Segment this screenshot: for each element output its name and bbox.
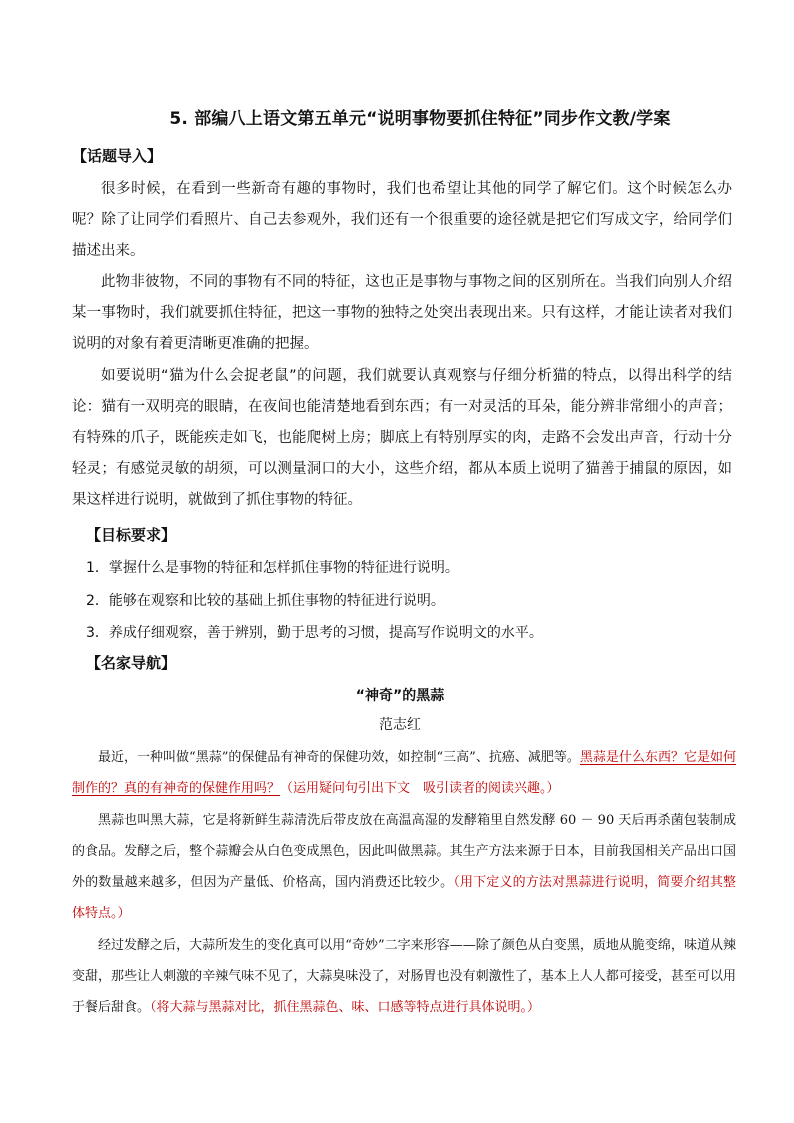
article-p1-question: 黑蒜是什么东西？它是如何制作的？真的有神奇的保健作用吗？ [72,750,736,796]
article-p2-annotation: （用下定义的方法对黑蒜进行说明，简要介绍其整体特点。） [72,875,736,921]
intro-paragraph-2: 此物非彼物，不同的事物有不同的特征，这也正是事物与事物之间的区别所在。当我们向别人介绍某一事物时，我们就要抓住特征，把这一事物的独特之处突出表现出来。只有这样，才能让读者对我们说明的对象有着更清晰更准确的把握。 [72,274,732,352]
section-heading-guide: 【名家导航】 [86,654,177,672]
article-author: 范志红 [379,717,421,733]
article-p2-text: 黑蒜也叫黑大蒜，它是将新鲜生蒜清洗后带皮放在高温高湿的发酵箱里自然发酵 60 － 90 天后再杀菌包装制成的食品。发酵之后，整个蒜瓣会从白色变成黑色，因此叫做黑蒜。其生产方法来源于日本，目前我国相关产品出口国外的数量越来越多，但因为产量低、价格高，国内消费还比较少。 [72,813,736,890]
intro-paragraph-1: 很多时候，在看到一些新奇有趣的事物时，我们也希望让其他的同学了解它们。这个时候怎么办呢？除了让同学们看照片、自己去参观外，我们还有一个很重要的途径就是把它们写成文字，给同学们描述出来。 [72,181,732,259]
article-paragraph-1 [72,742,736,804]
section-heading-intro: 【话题导入】 [72,147,163,165]
goal-item-1: 1．掌握什么是事物的特征和怎样抓住事物的特征进行说明。 [86,560,459,576]
article-paragraph-3 [72,930,736,1023]
article-p1-text: 最近，一种叫做“黑蒜”的保健品有神奇的保健功效，如控制“三高”、抗癌、减肥等。 [98,750,580,765]
goal-item-2: 2．能够在观察和比较的基础上抓住事物的特征进行说明。 [86,593,445,609]
article-paragraph-2 [72,805,736,929]
intro-paragraph-3: 如要说明“猫为什么会捉老鼠”的问题，我们就要认真观察与仔细分析猫的特点，以得出科学的结论：猫有一双明亮的眼睛，在夜间也能清楚地看到东西；有一对灵活的耳朵，能分辨非常细小的声音；有特殊的爪子，既能疾走如飞，也能爬树上房；脚底上有特别厚实的肉，走路不会发出声音，行动十分轻灵；有感觉灵敏的胡须，可以测量洞口的大小，这些介绍，都从本质上说明了猫善于捕鼠的原因，如果这样进行说明，就做到了抓住事物的特征。 [72,368,732,508]
article-p3-text: 经过发酵之后，大蒜所发生的变化真可以用“奇妙”二字来形容——除了颜色从白变黑，质地从脆变绵，味道从辣变甜，那些让人刺激的辛辣气味不见了，大蒜臭味没了，对肠胃也没有刺激性了，基本上人人都可接受，甚至可以用于餐后甜食。 [72,938,736,1015]
section-heading-goals: 【目标要求】 [86,526,177,544]
article-p1-annotation: （运用疑问句引出下文 吸引读者的阅读兴趣。） [280,781,560,796]
goal-item-3: 3．养成仔细观察，善于辨别，勤于思考的习惯，提高写作说明文的水平。 [86,625,543,641]
article-p3-annotation: （将大蒜与黑蒜对比，抓住黑蒜色、味、口感等特点进行具体说明。） [150,1000,541,1015]
article-title: “神奇”的黑蒜 [355,688,445,704]
document-title: 5. 部编八上语文第五单元“说明事物要抓住特征”同步作文教/学案 [169,109,671,129]
